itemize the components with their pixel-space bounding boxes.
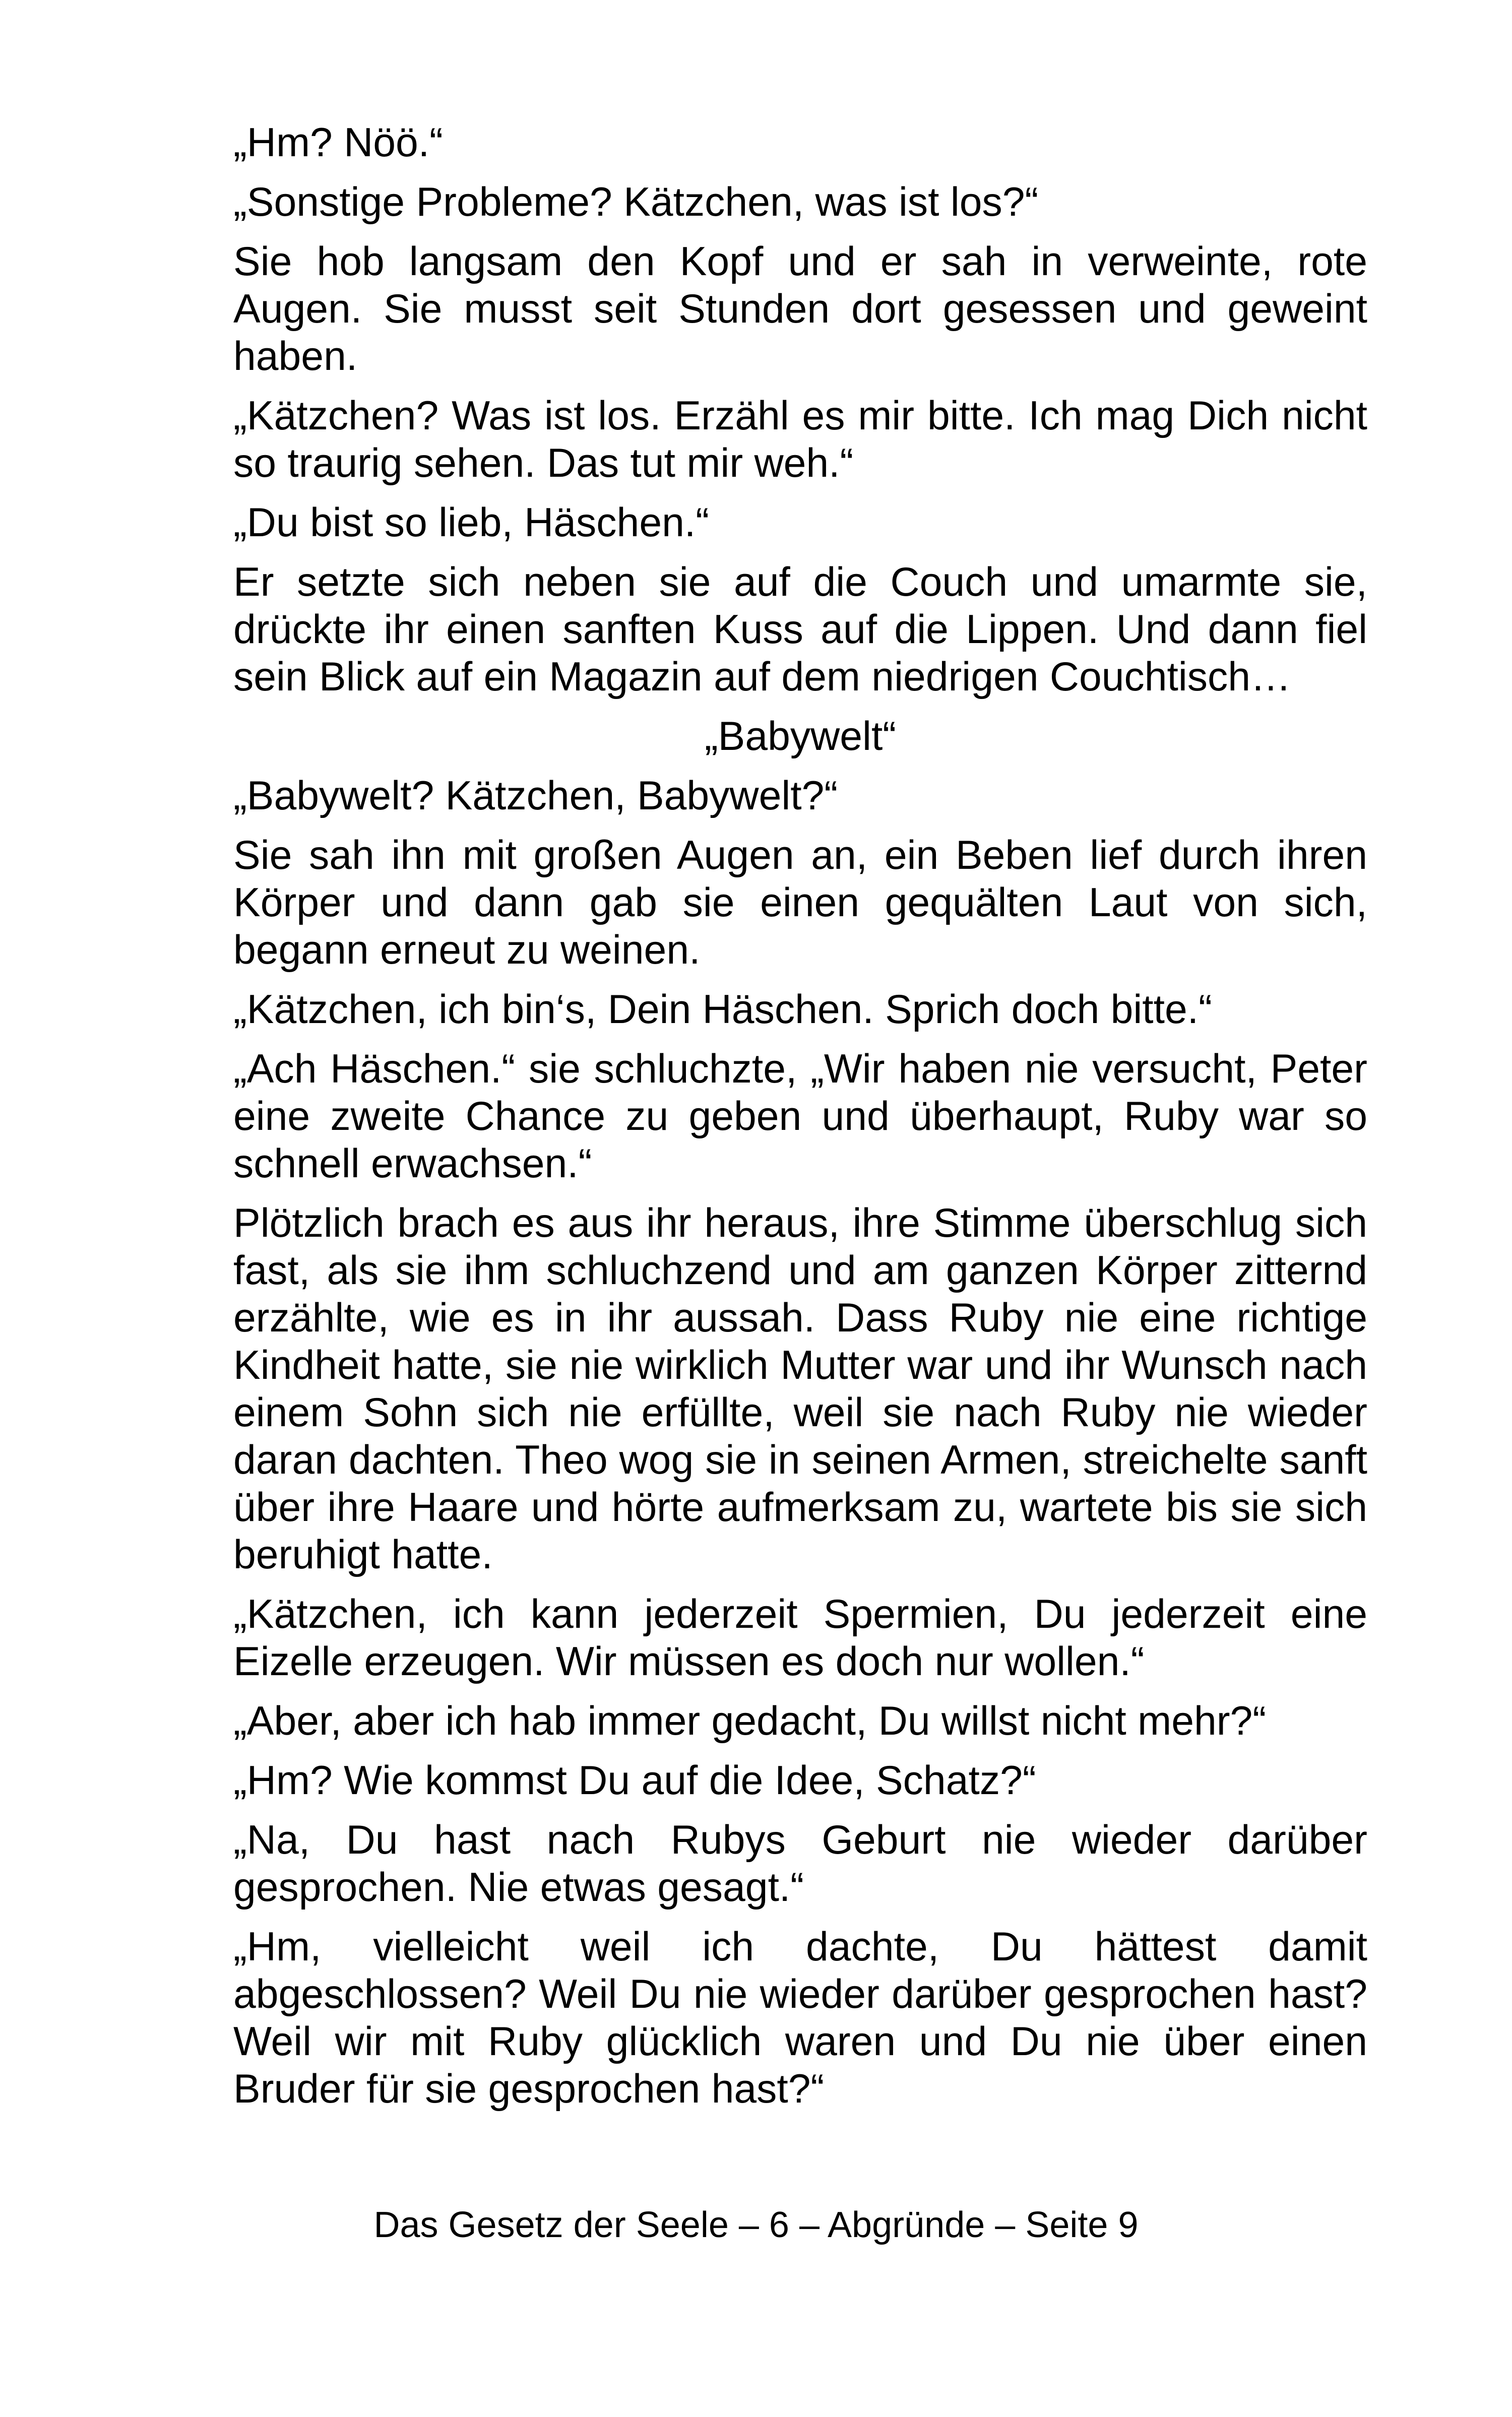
paragraph: „Sonstige Probleme? Kätzchen, was ist los?“ xyxy=(233,179,1039,225)
magazine-title-line: „Babywelt“ xyxy=(704,714,897,759)
paragraph: Sie hob langsam den Kopf und er sah in verweinte, rote Augen. Sie musst seit Stunden dort gesessen und geweint haben. xyxy=(233,239,1367,379)
paragraph: „Ach Häschen.“ sie schluchzte, „Wir haben nie versucht, Peter eine zweite Chance zu geben und überhaupt, Ruby war so schnell erwachsen.“ xyxy=(233,1046,1367,1186)
paragraph: Sie sah ihn mit großen Augen an, ein Beben lief durch ihren Körper und dann gab sie einen gequälten Laut von sich, begann erneut zu weinen. xyxy=(233,833,1367,973)
paragraph: „Hm? Wie kommst Du auf die Idee, Schatz?“ xyxy=(233,1758,1036,1803)
body-text xyxy=(233,119,1367,2125)
paragraph: „Hm, vielleicht weil ich dachte, Du hättest damit abgeschlossen? Weil Du nie wieder darüber gesprochen hast? Weil wir mit Ruby glücklich waren und Du nie über einen Bruder für sie gesprochen hast?“ xyxy=(233,1924,1367,2112)
paragraph: „Kätzchen, ich kann jederzeit Spermien, Du jederzeit eine Eizelle erzeugen. Wir müssen es doch nur wollen.“ xyxy=(233,1592,1367,1684)
paragraph: „Kätzchen, ich bin‘s, Dein Häschen. Sprich doch bitte.“ xyxy=(233,987,1212,1032)
paragraph: „Hm? Nöö.“ xyxy=(233,120,443,165)
paragraph: „Aber, aber ich hab immer gedacht, Du willst nicht mehr?“ xyxy=(233,1698,1267,1744)
paragraph: „Kätzchen? Was ist los. Erzähl es mir bitte. Ich mag Dich nicht so traurig sehen. Das tut mir weh.“ xyxy=(233,393,1367,486)
paragraph: „Babywelt? Kätzchen, Babywelt?“ xyxy=(233,773,838,818)
paragraph: Plötzlich brach es aus ihr heraus, ihre Stimme überschlug sich fast, als sie ihm schluchzend und am ganzen Körper zitternd erzählte, wie es in ihr aussah. Dass Ruby nie eine richtige Kindheit hatte, sie nie wirklich Mutter war und ihr Wunsch nach einem Sohn sich nie erfüllte, weil sie nach Ruby nie wieder daran dachten. Theo wog sie in seinen Armen, streichelte sanft über ihre Haare und hörte aufmerksam zu, wartete bis sie sich beruhigt hatte. xyxy=(233,1200,1367,1577)
paragraph: „Du bist so lieb, Häschen.“ xyxy=(233,500,710,545)
paragraph: Er setzte sich neben sie auf die Couch und umarmte sie, drückte ihr einen sanften Kuss auf die Lippen. Und dann fiel sein Blick auf ein Magazin auf dem niedrigen Couchtisch… xyxy=(233,559,1367,699)
paragraph: „Na, Du hast nach Rubys Geburt nie wieder darüber gesprochen. Nie etwas gesagt.“ xyxy=(233,1817,1367,1910)
page-footer: Das Gesetz der Seele – 6 – Abgründe – Seite 9 xyxy=(373,2205,1139,2245)
